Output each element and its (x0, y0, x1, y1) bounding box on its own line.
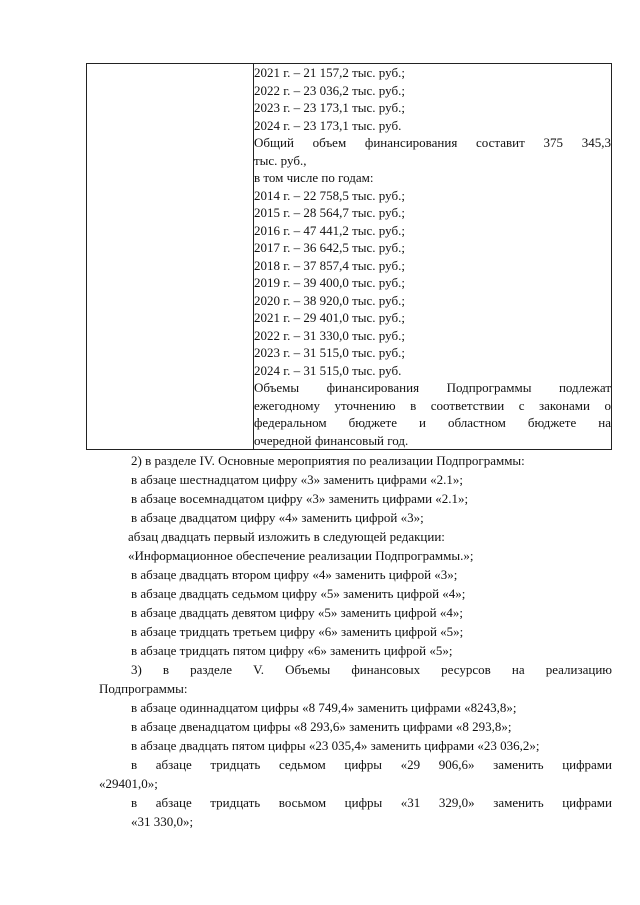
table-right-cell (254, 64, 612, 450)
table-row (87, 64, 612, 450)
table-line: 2024 г. – 31 515,0 тыс. руб. (254, 362, 402, 378)
table-line: 2022 г. – 31 330,0 тыс. руб.; (254, 327, 405, 343)
table-line: 2024 г. – 23 173,1 тыс. руб. (254, 117, 402, 133)
table-line: 2014 г. – 22 758,5 тыс. руб.; (254, 187, 405, 203)
body-line: 2) в разделе IV. Основные мероприятия по реализации Подпрограммы: (131, 453, 525, 468)
body-line: Подпрограммы: (99, 681, 188, 696)
body-line: 3) в разделе V. Объемы финансовых ресурсов на реализацию (131, 662, 612, 677)
table-line: ежегодному уточнению в соответствии с законами о (254, 397, 611, 413)
financing-table (86, 63, 612, 450)
body-line: в абзаце тридцать восьмом цифры «31 329,0» заменить цифрами (131, 795, 612, 810)
table-line: 2021 г. – 21 157,2 тыс. руб.; (254, 65, 405, 80)
body-line: «Информационное обеспечение реализации Подпрограммы.»; (128, 548, 474, 563)
body-line: в абзаце двадцать седьмом цифру «5» заменить цифрой «4»; (131, 586, 466, 601)
body-line: в абзаце тридцать седьмом цифры «29 906,6» заменить цифрами (131, 757, 612, 772)
body-line: абзац двадцать первый изложить в следующей редакции: (128, 529, 445, 544)
body-line: в абзаце двенадцатом цифры «8 293,6» заменить цифрами «8 293,8»; (131, 719, 512, 734)
body-line: в абзаце восемнадцатом цифру «3» заменить цифрами «2.1»; (131, 491, 469, 506)
table-line: Объемы финансирования Подпрограммы подлежат (254, 380, 611, 395)
table-line: 2020 г. – 38 920,0 тыс. руб.; (254, 292, 405, 308)
table-line: 2017 г. – 36 642,5 тыс. руб.; (254, 240, 405, 255)
table-line: 2015 г. – 28 564,7 тыс. руб.; (254, 205, 405, 220)
table-line: в том числе по годам: (254, 170, 374, 185)
body-line: в абзаце шестнадцатом цифру «3» заменить цифрами «2.1»; (131, 472, 463, 487)
body-line: в абзаце тридцать пятом цифру «6» заменить цифрой «5»; (131, 643, 453, 658)
body-line: в абзаце одиннадцатом цифры «8 749,4» заменить цифрами «8243,8»; (131, 700, 517, 715)
body-line: «29401,0»; (99, 776, 158, 791)
table-line: 2021 г. – 29 401,0 тыс. руб.; (254, 310, 405, 325)
body-line: в абзаце двадцать втором цифру «4» заменить цифрой «3»; (131, 567, 458, 582)
table-line: 2022 г. – 23 036,2 тыс. руб.; (254, 82, 405, 98)
table-line: 2019 г. – 39 400,0 тыс. руб.; (254, 275, 405, 290)
table-line: очередной финансовый год. (254, 432, 409, 448)
table-line: 2016 г. – 47 441,2 тыс. руб.; (254, 222, 405, 238)
table-left-cell (87, 64, 254, 450)
body-line: в абзаце тридцать третьем цифру «6» заменить цифрой «5»; (131, 624, 464, 639)
body-line: в абзаце двадцать пятом цифры «23 035,4» заменить цифрами «23 036,2»; (131, 738, 540, 753)
body-line: в абзаце двадцатом цифру «4» заменить цифрой «3»; (131, 510, 424, 525)
table-line: тыс. руб., (254, 152, 307, 168)
table-line: федеральном бюджете и областном бюджете на (254, 415, 611, 430)
body-line: «31 330,0»; (131, 814, 194, 829)
table-line: Общий объем финансирования составит 375 345,3 (254, 135, 611, 150)
table-line: 2023 г. – 31 515,0 тыс. руб.; (254, 345, 405, 360)
table-line: 2023 г. – 23 173,1 тыс. руб.; (254, 100, 405, 115)
table-line: 2018 г. – 37 857,4 тыс. руб.; (254, 257, 405, 273)
body-line: в абзаце двадцать девятом цифру «5» заменить цифрой «4»; (131, 605, 463, 620)
